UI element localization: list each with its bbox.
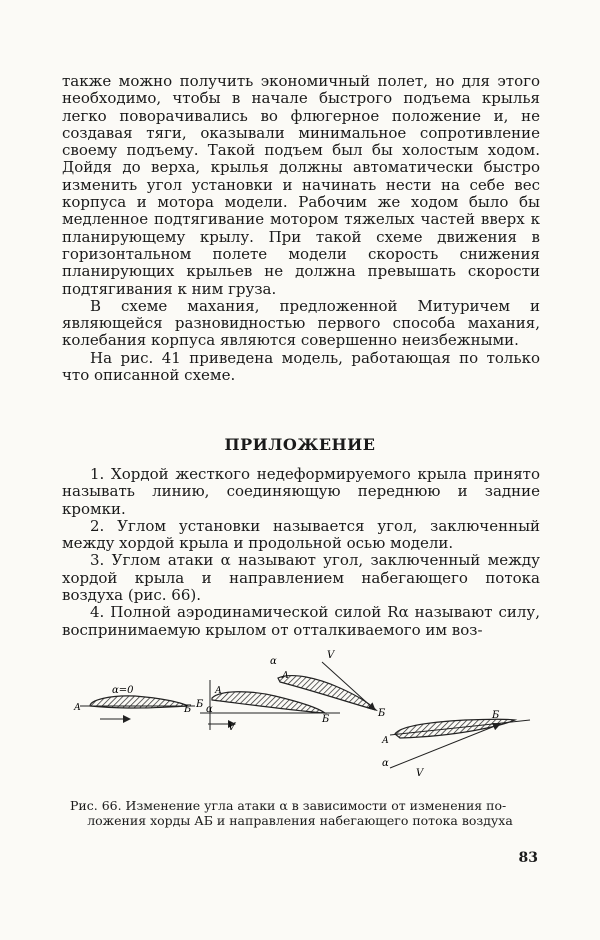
figure-caption bbox=[70, 798, 530, 828]
fig-label-b2-left: Б bbox=[196, 699, 204, 710]
airfoil-1 bbox=[73, 685, 195, 719]
fig-label-b3: Б bbox=[378, 708, 386, 719]
page-number: 83 bbox=[518, 850, 538, 866]
body-paragraph-1: также можно получить экономичный полет, но для этого необходимо, чтобы в начале быстрого подъема крылья легко поворачивались во флюгерное положение и, не создавая тяги, оказывали минимальное сопротивление своему подъему. Такой подъем был бы холостым ходом. Дойдя до верха, крылья должны автоматически быстро изменить угол установки и начинать нести на себе вес корпуса и мотора модели. Рабочим же ходом было бы медленное подтягивание мотором тяжелых частей вверх к планирующему крылу. При такой схеме движения в горизонтальном полете модели скорость снижения планирующих крыльев не должна превышать скорости подтягивания к ним груза. bbox=[62, 72, 540, 298]
body-paragraph-2: В схеме махания, предложенной Митуричем и являющейся разновидностью первого способа махания, колебания корпуса являются совершенно неизбежными. bbox=[62, 296, 540, 350]
fig-label-b4: Б bbox=[492, 710, 500, 721]
fig-label-v3: V bbox=[327, 650, 335, 661]
appendix-item-1: 1. Хордой жесткого недеформируемого крыла принято называть линию, соединяющую переднюю и задние кромки. bbox=[62, 465, 540, 518]
figure-svg bbox=[60, 640, 540, 798]
caption-line-2: ложения хорды АБ и направления набегающего потока воздуха bbox=[87, 813, 513, 828]
fig-label-a2: А bbox=[215, 686, 222, 696]
fig-label-v2: V bbox=[228, 722, 236, 733]
appendix-item-4: 4. Полной аэродинамической силой Rα называют силу, воспринимаемую крылом от отталкиваемого им воз- bbox=[62, 603, 540, 639]
fig-label-alpha-2: α bbox=[206, 704, 213, 715]
appendix-item-2: 2. Углом установки называется угол, заключенный между хордой крыла и продольной осью модели. bbox=[62, 516, 540, 553]
fig-label-b2: Б bbox=[322, 714, 330, 725]
fig-label-b1: Б bbox=[184, 704, 192, 715]
appendix-text bbox=[62, 466, 540, 639]
body-text bbox=[62, 73, 540, 384]
fig-label-v4: V bbox=[416, 768, 424, 779]
fig-label-alpha-4: α bbox=[382, 758, 389, 769]
fig-label-a1: А bbox=[74, 703, 81, 713]
body-paragraph-3: На рис. 41 приведена модель, работающая по только что описанной схеме. bbox=[62, 348, 540, 385]
fig-label-a4: А bbox=[382, 736, 389, 746]
appendix-item-3: 3. Углом атаки α называют угол, заключенный между хордой крыла и направлением набегающего потока воздуха (рис. 66). bbox=[62, 551, 540, 605]
fig-label-alpha-zero: α=0 bbox=[112, 685, 134, 696]
section-heading: ПРИЛОЖЕНИЕ bbox=[224, 435, 376, 454]
angle-of-attack-figure bbox=[60, 640, 540, 798]
airfoil-4 bbox=[381, 710, 530, 779]
caption-line-1: Рис. 66. Изменение угла атаки α в зависимости от изменения по- bbox=[70, 798, 507, 813]
fig-label-a3: А bbox=[282, 671, 289, 681]
fig-label-alpha-3: α bbox=[270, 656, 277, 667]
